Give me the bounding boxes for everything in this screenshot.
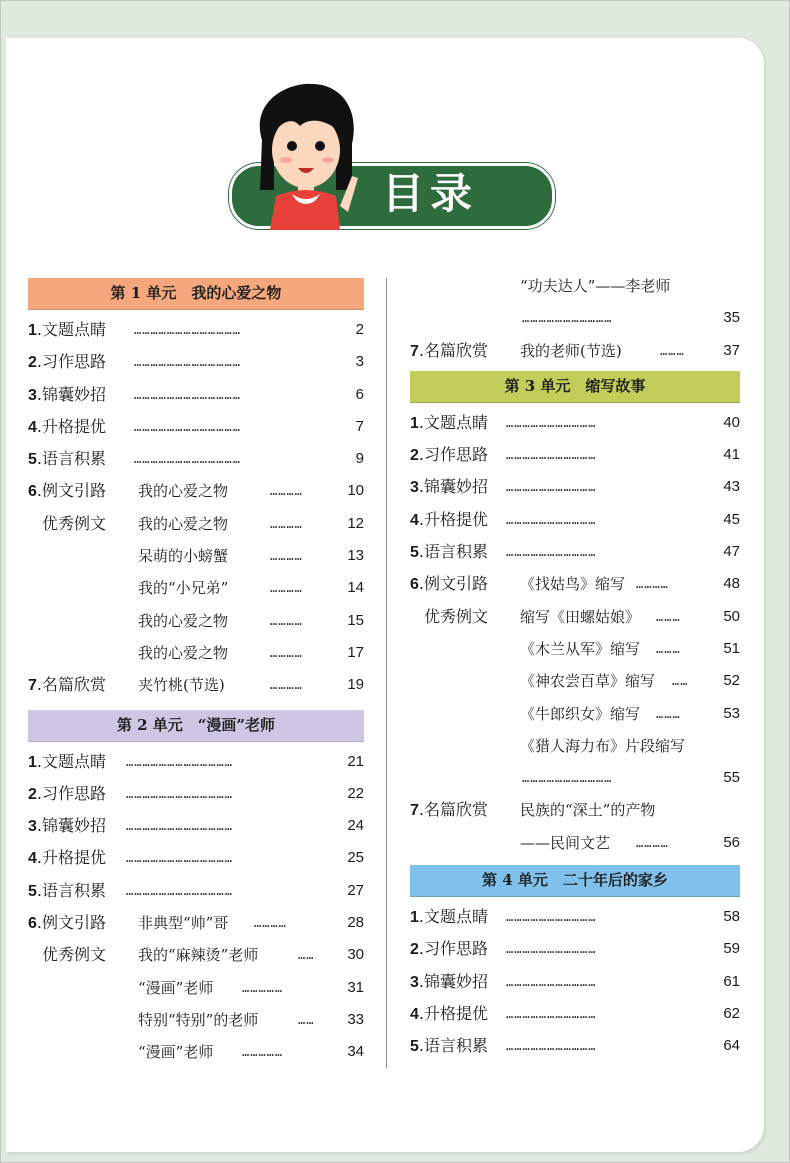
toc-entry[interactable] — [410, 698, 740, 730]
page-number: 37 — [723, 341, 740, 359]
entry-subtitle: 缩写《田螺姑娘》 — [520, 607, 641, 626]
toc-entry[interactable] — [410, 407, 740, 439]
entry-title: .升格提优 — [36, 848, 106, 868]
toc-entry[interactable] — [410, 633, 740, 665]
entry-title: .语言积累 — [418, 542, 488, 562]
leader-dots: …………………………… — [522, 311, 613, 326]
leader-dots: …………… — [242, 980, 284, 995]
toc-entry[interactable] — [28, 572, 364, 604]
entry-title: .锦囊妙招 — [418, 477, 488, 497]
toc-entry[interactable] — [28, 875, 364, 907]
entry-title: .文题点睛 — [418, 907, 488, 927]
toc-entry[interactable] — [410, 665, 740, 697]
page-number: 33 — [347, 1010, 364, 1028]
toc-entry[interactable] — [28, 443, 364, 475]
leader-dots: ……… — [660, 343, 685, 358]
entry-title: .名篇欣赏 — [418, 800, 488, 820]
page-number: 56 — [723, 833, 740, 851]
page-number: 25 — [347, 849, 364, 867]
leader-dots: ………… — [270, 581, 303, 596]
toc-entry[interactable] — [28, 972, 364, 1004]
toc-entry[interactable] — [410, 966, 740, 998]
toc-entry[interactable] — [410, 901, 740, 933]
leader-dots: ………………………………… — [126, 754, 233, 769]
toc-entry[interactable] — [410, 998, 740, 1030]
leader-dots: …………………………… — [506, 974, 597, 989]
page-number: 6 — [355, 385, 364, 403]
entry-title: .锦囊妙招 — [418, 971, 488, 991]
entry-title: 优秀例文 — [42, 945, 107, 965]
entry-subtitle: 我的心爱之物 — [138, 482, 229, 501]
leader-dots: ………………………………… — [126, 786, 233, 801]
entry-subtitle: 特别“特别”的老师 — [138, 1010, 259, 1029]
entry-number: 6 — [28, 915, 37, 933]
entry-number: 7 — [410, 342, 419, 360]
leader-dots: ………… — [270, 613, 303, 628]
entry-subtitle: 《猎人海力布》片段缩写 — [520, 736, 686, 755]
leader-dots: ………………………………… — [134, 323, 241, 337]
toc-entry[interactable] — [410, 504, 740, 536]
leader-dots: ………………………………… — [126, 851, 233, 866]
page-number: 31 — [347, 978, 364, 996]
leader-dots: ………………………………… — [126, 819, 233, 834]
entry-number: 1 — [28, 322, 37, 339]
page-number: 13 — [347, 547, 364, 565]
column-divider — [386, 278, 387, 1068]
toc-entry[interactable] — [28, 778, 364, 810]
toc-entry[interactable] — [28, 669, 364, 701]
page-number: 45 — [723, 510, 740, 528]
toc-right-column — [410, 270, 740, 1063]
toc-entry[interactable] — [410, 536, 740, 568]
page-number: 53 — [723, 704, 740, 722]
toc-left-column — [28, 278, 364, 1069]
page-number: 51 — [723, 639, 740, 657]
toc-entry[interactable] — [410, 933, 740, 965]
leader-dots: …… — [672, 674, 689, 689]
page-number: 3 — [355, 353, 364, 371]
entry-subtitle: “漫画”老师 — [138, 1043, 214, 1062]
page-number: 50 — [723, 607, 740, 625]
leader-dots: …………………………… — [506, 415, 597, 430]
page-number: 59 — [723, 940, 740, 958]
toc-entry[interactable] — [28, 605, 364, 637]
leader-dots: …… — [298, 1012, 315, 1027]
entry-title: .名篇欣赏 — [36, 675, 106, 695]
leader-dots: ………………………………… — [126, 883, 233, 898]
entry-number: 4 — [410, 511, 419, 529]
toc-entry[interactable] — [28, 540, 364, 572]
page-number: 48 — [723, 575, 740, 593]
page-number: 7 — [355, 417, 364, 435]
leader-dots: ……… — [656, 641, 681, 656]
entry-title: 优秀例文 — [424, 606, 489, 626]
toc-entry[interactable] — [28, 346, 364, 378]
unit2-header[interactable]: 第 2 单元 “漫画”老师 — [28, 710, 364, 742]
leader-dots: …………………………… — [522, 771, 613, 786]
entry-number: 2 — [410, 941, 419, 959]
leader-dots: ………………………………… — [134, 452, 241, 467]
entry-title: .名篇欣赏 — [418, 340, 488, 360]
entry-subtitle: 我的心爱之物 — [138, 643, 229, 662]
entry-number: 5 — [410, 1038, 419, 1056]
entry-number: 1 — [410, 414, 419, 432]
toc-entry[interactable] — [28, 746, 364, 778]
entry-subtitle: 我的心爱之物 — [138, 514, 229, 533]
entry-subtitle: 呆萌的小螃蟹 — [138, 547, 229, 566]
page-number: 28 — [347, 914, 364, 932]
toc-entry[interactable] — [410, 827, 740, 859]
entry-subtitle: ——民间文艺 — [520, 833, 611, 852]
entry-number: 3 — [410, 973, 419, 991]
leader-dots: …………………………… — [506, 1006, 597, 1021]
entry-subtitle: 我的心爱之物 — [138, 611, 229, 630]
toc-entry[interactable] — [28, 810, 364, 842]
page-number: 61 — [723, 972, 740, 990]
page-number: 9 — [355, 450, 364, 468]
page-number: 55 — [723, 769, 740, 787]
page-number: 12 — [347, 514, 364, 532]
entry-number: 6 — [28, 483, 37, 501]
entry-title: .升格提优 — [418, 1003, 488, 1023]
entry-number: 3 — [28, 386, 37, 404]
entry-subtitle: “功夫达人”——李老师 — [520, 277, 671, 295]
entry-title: .例文引路 — [418, 574, 488, 594]
entry-number: 2 — [28, 785, 37, 803]
page-number: 41 — [723, 446, 740, 464]
entry-subtitle: 民族的“深土”的产物 — [520, 801, 656, 820]
entry-number: 5 — [28, 451, 37, 469]
toc-entry[interactable] — [410, 439, 740, 471]
page-number: 19 — [347, 676, 364, 694]
page-number: 62 — [723, 1004, 740, 1022]
leader-dots: ………………………………… — [134, 387, 241, 402]
entry-title: .习作思路 — [418, 939, 488, 959]
entry-number: 4 — [28, 418, 37, 436]
entry-title: .例文引路 — [36, 913, 106, 933]
toc-entry[interactable] — [410, 794, 740, 826]
page-number: 52 — [723, 672, 740, 690]
entry-title: .文题点睛 — [36, 320, 106, 339]
entry-subtitle: 夹竹桃(节选) — [138, 676, 225, 695]
toc-entry[interactable] — [28, 508, 364, 540]
toc-entry[interactable] — [410, 568, 740, 600]
toc-entry[interactable] — [28, 1036, 364, 1068]
entry-title: .习作思路 — [418, 445, 488, 465]
entry-number: 2 — [410, 447, 419, 465]
leader-dots: ………… — [270, 516, 303, 531]
entry-title: .锦囊妙招 — [36, 816, 106, 836]
page-number: 43 — [723, 478, 740, 496]
entry-number: 3 — [410, 479, 419, 497]
page-number: 35 — [723, 309, 740, 327]
leader-dots: …………………………… — [506, 512, 597, 527]
page-number: 14 — [347, 579, 364, 597]
leader-dots: ………… — [270, 645, 303, 660]
toc-entry[interactable] — [410, 302, 740, 334]
toc-entry[interactable] — [28, 637, 364, 669]
page-number: 47 — [723, 543, 740, 561]
leader-dots: ………………………………… — [134, 419, 241, 434]
toc-entry[interactable] — [28, 379, 364, 411]
entry-title: .语言积累 — [36, 449, 106, 469]
page-title: 目录 — [381, 169, 478, 218]
entry-subtitle: 非典型“帅”哥 — [138, 914, 229, 933]
page-number: 21 — [347, 752, 364, 770]
toc-entry[interactable] — [28, 1004, 364, 1036]
leader-dots: ………… — [270, 549, 303, 564]
entry-subtitle: 《牛郎织女》缩写 — [520, 704, 641, 723]
entry-number: 7 — [410, 802, 419, 820]
toc-entry[interactable] — [28, 842, 364, 874]
page-number: 10 — [347, 482, 364, 500]
entry-number: 1 — [28, 753, 37, 771]
leader-dots: …………………………… — [506, 910, 597, 925]
toc-entry[interactable] — [410, 270, 740, 302]
entry-subtitle: 我的“麻辣烫”老师 — [138, 946, 259, 965]
leader-dots: …………………………… — [506, 942, 597, 957]
entry-title: .例文引路 — [36, 481, 106, 501]
entry-subtitle: 《木兰从军》缩写 — [520, 639, 641, 658]
entry-number: 1 — [410, 909, 419, 927]
entry-title: 优秀例文 — [42, 513, 107, 533]
page-number: 22 — [347, 784, 364, 802]
entry-number: 2 — [28, 354, 37, 372]
leader-dots: …………………………… — [506, 1039, 597, 1054]
page-number: 27 — [347, 881, 364, 899]
entry-number: 5 — [28, 882, 37, 900]
entry-subtitle: 《找姑鸟》缩写 — [520, 575, 626, 594]
entry-title: .锦囊妙招 — [36, 384, 106, 404]
toc-entry[interactable] — [410, 730, 740, 762]
leader-dots: …………… — [242, 1045, 284, 1060]
entry-number: 7 — [28, 677, 37, 695]
toc-entry[interactable] — [28, 939, 364, 971]
page-number: 40 — [723, 413, 740, 431]
page-number: 15 — [347, 611, 364, 629]
page-number: 2 — [355, 321, 364, 338]
leader-dots: …………………………… — [506, 480, 597, 495]
toc-entry[interactable] — [28, 907, 364, 939]
leader-dots: …………………………… — [506, 545, 597, 560]
entry-title: .文题点睛 — [36, 751, 106, 771]
toc-entry[interactable] — [410, 762, 740, 794]
entry-title: .习作思路 — [36, 783, 106, 803]
unit4-header[interactable]: 第 4 单元 二十年后的家乡 — [410, 865, 740, 897]
entry-title: .升格提优 — [36, 416, 106, 436]
page-number: 64 — [723, 1037, 740, 1055]
entry-number: 5 — [410, 544, 419, 562]
toc-entry[interactable] — [410, 471, 740, 503]
entry-title: .语言积累 — [418, 1036, 488, 1056]
entry-title: .语言积累 — [36, 880, 106, 900]
leader-dots: ………… — [636, 835, 669, 850]
leader-dots: …………………………… — [506, 448, 597, 463]
entry-number: 6 — [410, 576, 419, 594]
entry-subtitle: 我的“小兄弟” — [138, 579, 229, 598]
leader-dots: ……… — [656, 609, 681, 624]
entry-title: .习作思路 — [36, 352, 106, 372]
entry-subtitle: 我的老师(节选) — [520, 341, 622, 360]
leader-dots: ………………………………… — [134, 355, 241, 370]
toc-entry[interactable] — [28, 475, 364, 507]
entry-number: 4 — [28, 850, 37, 868]
page-number: 34 — [347, 1043, 364, 1061]
toc-entry[interactable] — [410, 1030, 740, 1062]
entry-title: .升格提优 — [418, 509, 488, 529]
entry-subtitle: 《神农尝百草》缩写 — [520, 672, 656, 691]
toc-entry[interactable] — [410, 335, 740, 367]
page-number: 58 — [723, 908, 740, 926]
entry-title: .文题点睛 — [418, 412, 488, 432]
unit1-header[interactable]: 第 1 单元 我的心爱之物 — [28, 278, 364, 310]
page-number: 24 — [347, 817, 364, 835]
toc-entry[interactable] — [28, 411, 364, 443]
entry-number: 3 — [28, 818, 37, 836]
unit3-header[interactable]: 第 3 单元 缩写故事 — [410, 371, 740, 403]
entry-number: 4 — [410, 1005, 419, 1023]
toc-entry[interactable] — [28, 314, 364, 346]
leader-dots: ……… — [656, 706, 681, 721]
page-number: 30 — [347, 946, 364, 964]
girl-illustration — [240, 80, 370, 230]
entry-subtitle: “漫画”老师 — [138, 978, 214, 997]
leader-dots: …… — [298, 948, 315, 963]
leader-dots: ………… — [636, 577, 669, 592]
leader-dots: ………… — [270, 678, 303, 693]
leader-dots: ………… — [270, 484, 303, 499]
toc-entry[interactable] — [410, 601, 740, 633]
page-number: 17 — [347, 643, 364, 661]
leader-dots: ………… — [254, 916, 287, 931]
